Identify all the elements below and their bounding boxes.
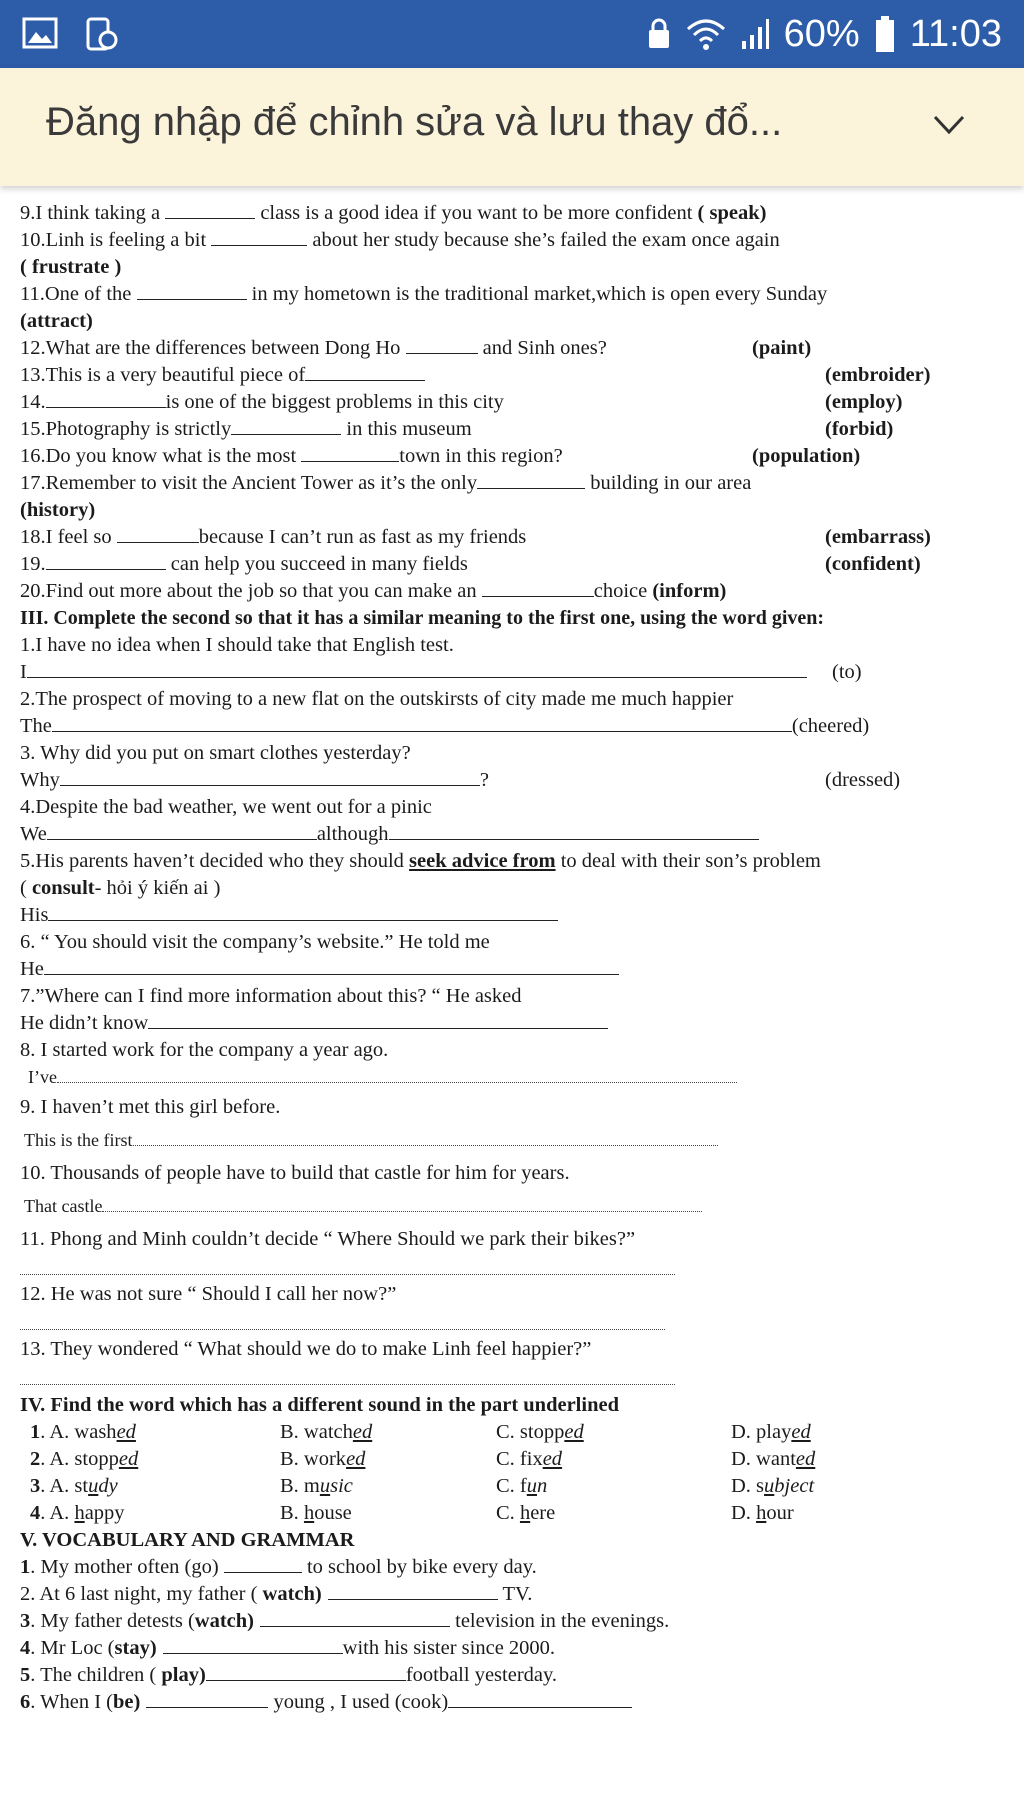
question-line: 13. They wondered “ What should we do to make Linh feel happier?” — [20, 1338, 592, 1360]
option-b: B. house — [280, 1502, 352, 1524]
battery-percent: 60% — [783, 12, 860, 55]
question-line: 18.I feel so because I can’t run as fast as my friends (embarrass) — [20, 526, 931, 548]
answer-line: He didn’t know — [20, 1010, 1010, 1037]
battery-icon — [874, 15, 896, 53]
question-line: 4. Mr Loc (stay) with his sister since 2000. — [20, 1637, 556, 1659]
question-line: 9. I haven’t met this girl before. — [20, 1096, 281, 1118]
answer-line — [20, 1256, 1010, 1278]
worksheet-document — [20, 200, 1010, 1716]
answer-line: The (cheered) — [20, 715, 870, 737]
status-bar — [0, 0, 1024, 68]
question-line: 16.Do you know what is the most town in this region? (population) — [20, 445, 861, 467]
question-line: 2. At 6 last night, my father ( watch) TV. — [20, 1583, 533, 1605]
question-line: 13.This is a very beautiful piece of (embroider) — [20, 364, 931, 386]
answer-line: We although — [20, 821, 1010, 848]
phonetics-row — [20, 1473, 1010, 1500]
question-line: 1.I have no idea when I should take that English test. — [20, 634, 454, 656]
answer-line: His — [20, 902, 1010, 929]
question-line: 9.I think taking a class is a good idea if you want to be more confident ( speak) — [20, 202, 767, 224]
question-line: 1. My mother often (go) to school by bike every day. — [20, 1556, 537, 1578]
option-a: 3. A. study — [30, 1475, 118, 1497]
question-line: 12.What are the differences between Dong Ho and Sinh ones? (paint) — [20, 337, 812, 359]
option-a: 2. A. stopped — [30, 1448, 139, 1470]
phonetics-row — [20, 1500, 1010, 1527]
question-line: 15.Photography is strictly in this museum (forbid) — [20, 418, 894, 440]
phonetics-table — [20, 1419, 1010, 1527]
option-c: C. fun — [496, 1475, 548, 1497]
section-heading: V. VOCABULARY AND GRAMMAR — [20, 1529, 355, 1551]
question-line: 19. can help you succeed in many fields (confident) — [20, 553, 921, 575]
signal-icon — [740, 17, 770, 51]
section-heading: IV. Find the word which has a different sound in the part underlined — [20, 1394, 619, 1416]
phonetics-row — [20, 1446, 1010, 1473]
option-d: D. played — [731, 1421, 811, 1443]
question-line: 10.Linh is feeling a bit about her study because she’s failed the exam once again — [20, 229, 780, 251]
option-c: C. stopped — [496, 1421, 584, 1443]
question-line: 20.Find out more about the job so that you can make an choice (inform) — [20, 580, 727, 602]
option-a: 4. A. happy — [30, 1502, 125, 1524]
option-c: C. fixed — [496, 1448, 563, 1470]
question-hint: (history) — [20, 499, 96, 521]
option-c: C. here — [496, 1502, 556, 1524]
gallery-icon — [22, 16, 58, 50]
question-line: 5.His parents haven’t decided who they should seek advice from to deal with their son’s problem — [20, 850, 821, 872]
question-line: 6. “ You should visit the company’s website.” He told me — [20, 931, 490, 953]
clock: 11:03 — [909, 12, 1002, 55]
question-line: 7.”Where can I find more information about this? “ He asked — [20, 985, 522, 1007]
option-a: 1. A. washed — [30, 1421, 136, 1443]
option-b: B. watched — [280, 1421, 373, 1443]
answer-line — [20, 1366, 1010, 1392]
chevron-down-icon[interactable] — [932, 114, 966, 136]
question-line: 4.Despite the bad weather, we went out for a pinic — [20, 796, 432, 818]
question-line: 5. The children ( play) football yesterday. — [20, 1664, 558, 1686]
option-b: B. music — [280, 1475, 353, 1497]
option-d: D. hour — [731, 1502, 794, 1524]
phonetics-row — [20, 1419, 1010, 1446]
question-line: 14. is one of the biggest problems in this city (employ) — [20, 391, 903, 413]
option-b: B. worked — [280, 1448, 366, 1470]
edit-login-banner[interactable] — [0, 68, 1024, 186]
question-line: 12. He was not sure “ Should I call her now?” — [20, 1283, 397, 1305]
option-d: D. subject — [731, 1475, 815, 1497]
question-line: 11.One of the in my hometown is the traditional market,which is open every Sunday — [20, 283, 828, 305]
question-line: 3. Why did you put on smart clothes yesterday? — [20, 742, 411, 764]
question-line: 17.Remember to visit the Ancient Tower as it’s the only building in our area — [20, 472, 752, 494]
question-hint: ( consult- hỏi ý kiến ai ) — [20, 877, 221, 899]
question-line: 3. My father detests (watch) television in the evenings. — [20, 1610, 670, 1632]
question-line: 2.The prospect of moving to a new flat on the outskirsts of city made me much happier — [20, 688, 734, 710]
question-line: 8. I started work for the company a year ago. — [20, 1039, 389, 1061]
question-hint: (attract) — [20, 310, 93, 332]
answer-line: Why ? (dressed) — [20, 769, 901, 791]
question-line: 10. Thousands of people have to build that castle for him for years. — [20, 1162, 570, 1184]
answer-line: I’ve — [20, 1064, 1010, 1091]
answer-line — [20, 1311, 1010, 1333]
option-d: D. wanted — [731, 1448, 816, 1470]
section-heading: III. Complete the second so that it has a similar meaning to the first one, using the word given: — [20, 607, 825, 629]
banner-text: Đăng nhập để chỉnh sửa và lưu thay đổ... — [46, 100, 783, 144]
question-line: 11. Phong and Minh couldn’t decide “ Where Should we park their bikes?” — [20, 1228, 636, 1250]
screenshot-icon — [84, 16, 118, 52]
answer-line: That castle — [20, 1190, 1010, 1223]
answer-line: I (to) — [20, 661, 862, 683]
answer-line: He — [20, 956, 1010, 983]
question-line: 6. When I (be) young , I used (cook) — [20, 1689, 1010, 1716]
wifi-icon — [686, 17, 726, 51]
answer-line: This is the first — [20, 1124, 1010, 1157]
lock-notification-icon — [646, 18, 672, 50]
question-hint: ( frustrate ) — [20, 256, 122, 278]
